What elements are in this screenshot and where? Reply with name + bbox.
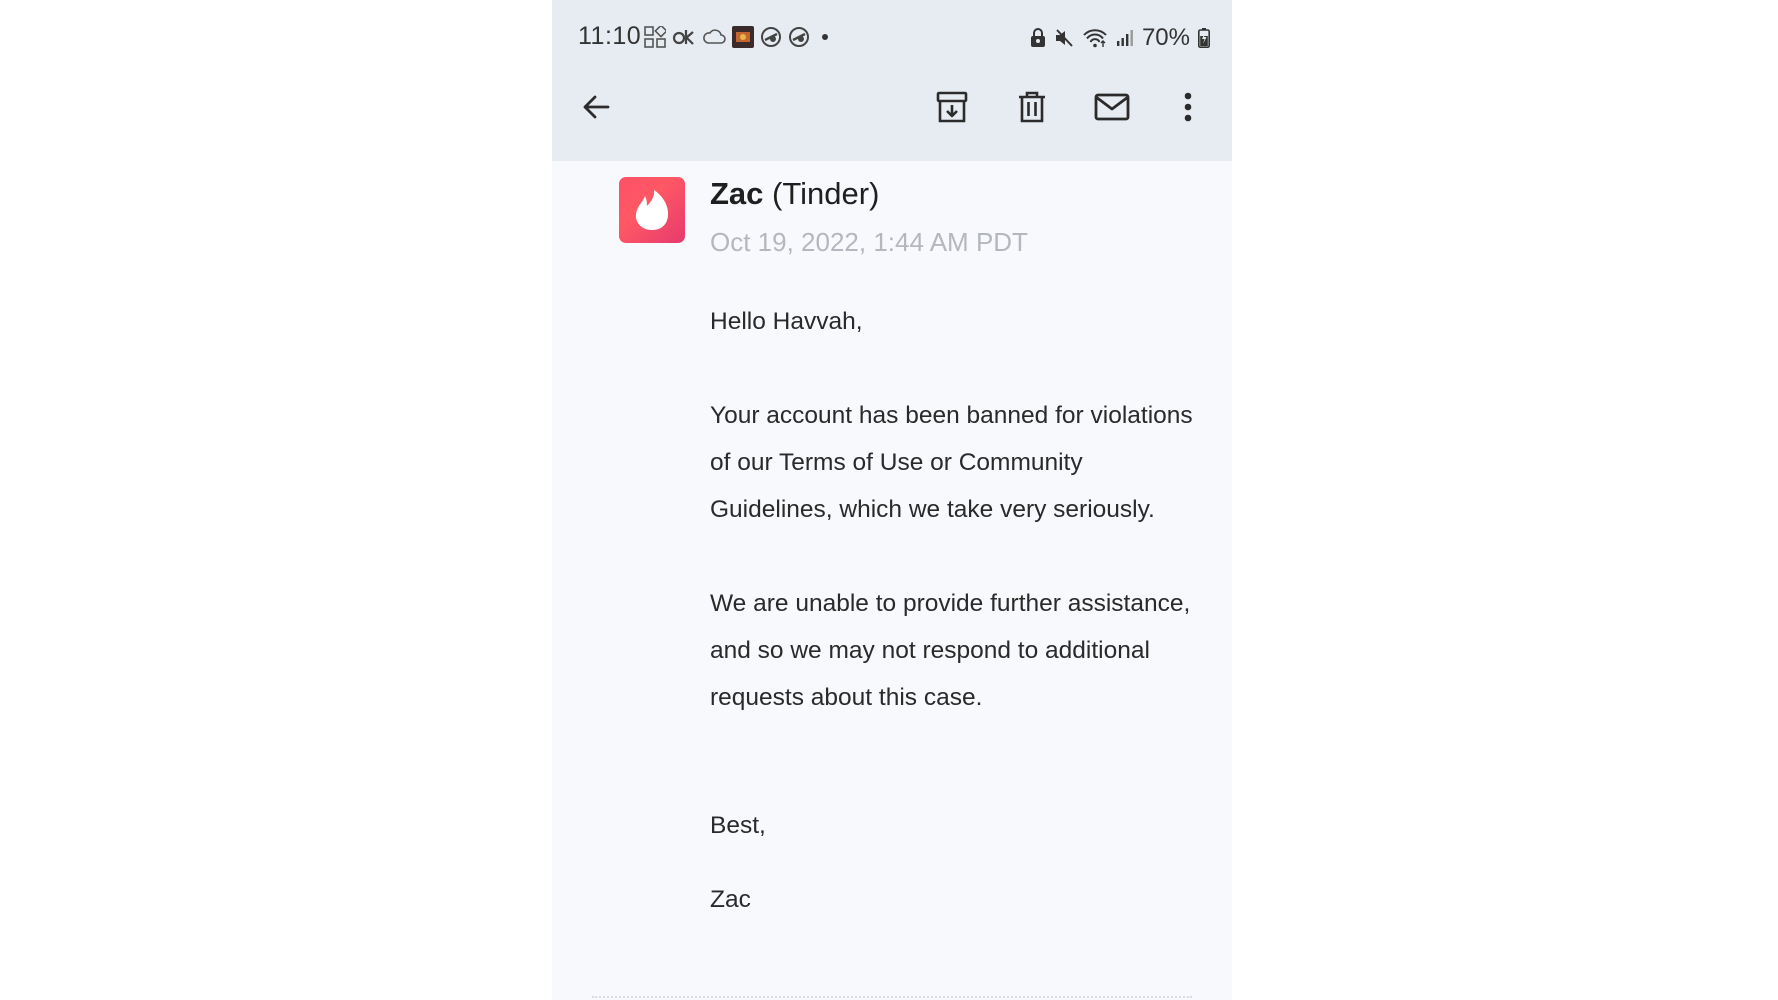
mark-unread-button[interactable] xyxy=(1086,81,1138,133)
message-date: Oct 19, 2022, 1:44 AM PDT xyxy=(710,227,1028,257)
mail-icon xyxy=(1094,93,1130,121)
body-paragraph: Your account has been banned for violations of our Terms of Use or Community Guidelines, which we take very seriously. xyxy=(710,402,1193,523)
sender-name xyxy=(710,176,879,212)
lock-icon xyxy=(1030,28,1046,48)
more-notifications-dot xyxy=(822,34,828,40)
email-screen xyxy=(552,0,1232,1000)
closing: Best, xyxy=(710,812,766,839)
ok-app-icon xyxy=(672,27,696,47)
vpn-shield-icon xyxy=(760,26,782,48)
notification-icons xyxy=(644,26,828,48)
system-icons xyxy=(1030,24,1210,52)
cloud-icon xyxy=(702,28,726,46)
wifi-icon xyxy=(1082,28,1108,48)
battery-percentage: 70% xyxy=(1141,24,1190,51)
tinder-flame-icon xyxy=(633,188,671,232)
app-thumbnail-icon xyxy=(732,26,754,48)
more-vert-icon xyxy=(1183,91,1193,123)
trash-icon xyxy=(1017,90,1047,124)
delete-button[interactable] xyxy=(1006,81,1058,133)
more-options-button[interactable] xyxy=(1162,81,1214,133)
greeting: Hello Havvah, xyxy=(710,308,863,335)
message-body xyxy=(710,298,1210,768)
back-button[interactable] xyxy=(570,81,622,133)
app-bar xyxy=(552,0,1232,161)
sender-display-name: Zac xyxy=(710,176,764,211)
sender-organization: (Tinder) xyxy=(772,176,880,211)
archive-button[interactable] xyxy=(926,81,978,133)
sender-avatar[interactable] xyxy=(619,177,685,243)
vpn-shield-icon xyxy=(788,26,810,48)
widgets-icon xyxy=(644,26,666,48)
battery-icon xyxy=(1198,28,1210,48)
signal-icon xyxy=(1116,29,1134,47)
back-arrow-icon xyxy=(581,92,611,122)
archive-icon xyxy=(935,90,969,124)
mute-icon xyxy=(1054,28,1074,48)
status-time: 11:10 xyxy=(578,22,642,50)
signature: Zac xyxy=(710,886,751,913)
body-paragraph: We are unable to provide further assistance, and so we may not respond to additional requests about this case. xyxy=(710,590,1191,711)
message-divider xyxy=(592,996,1192,998)
